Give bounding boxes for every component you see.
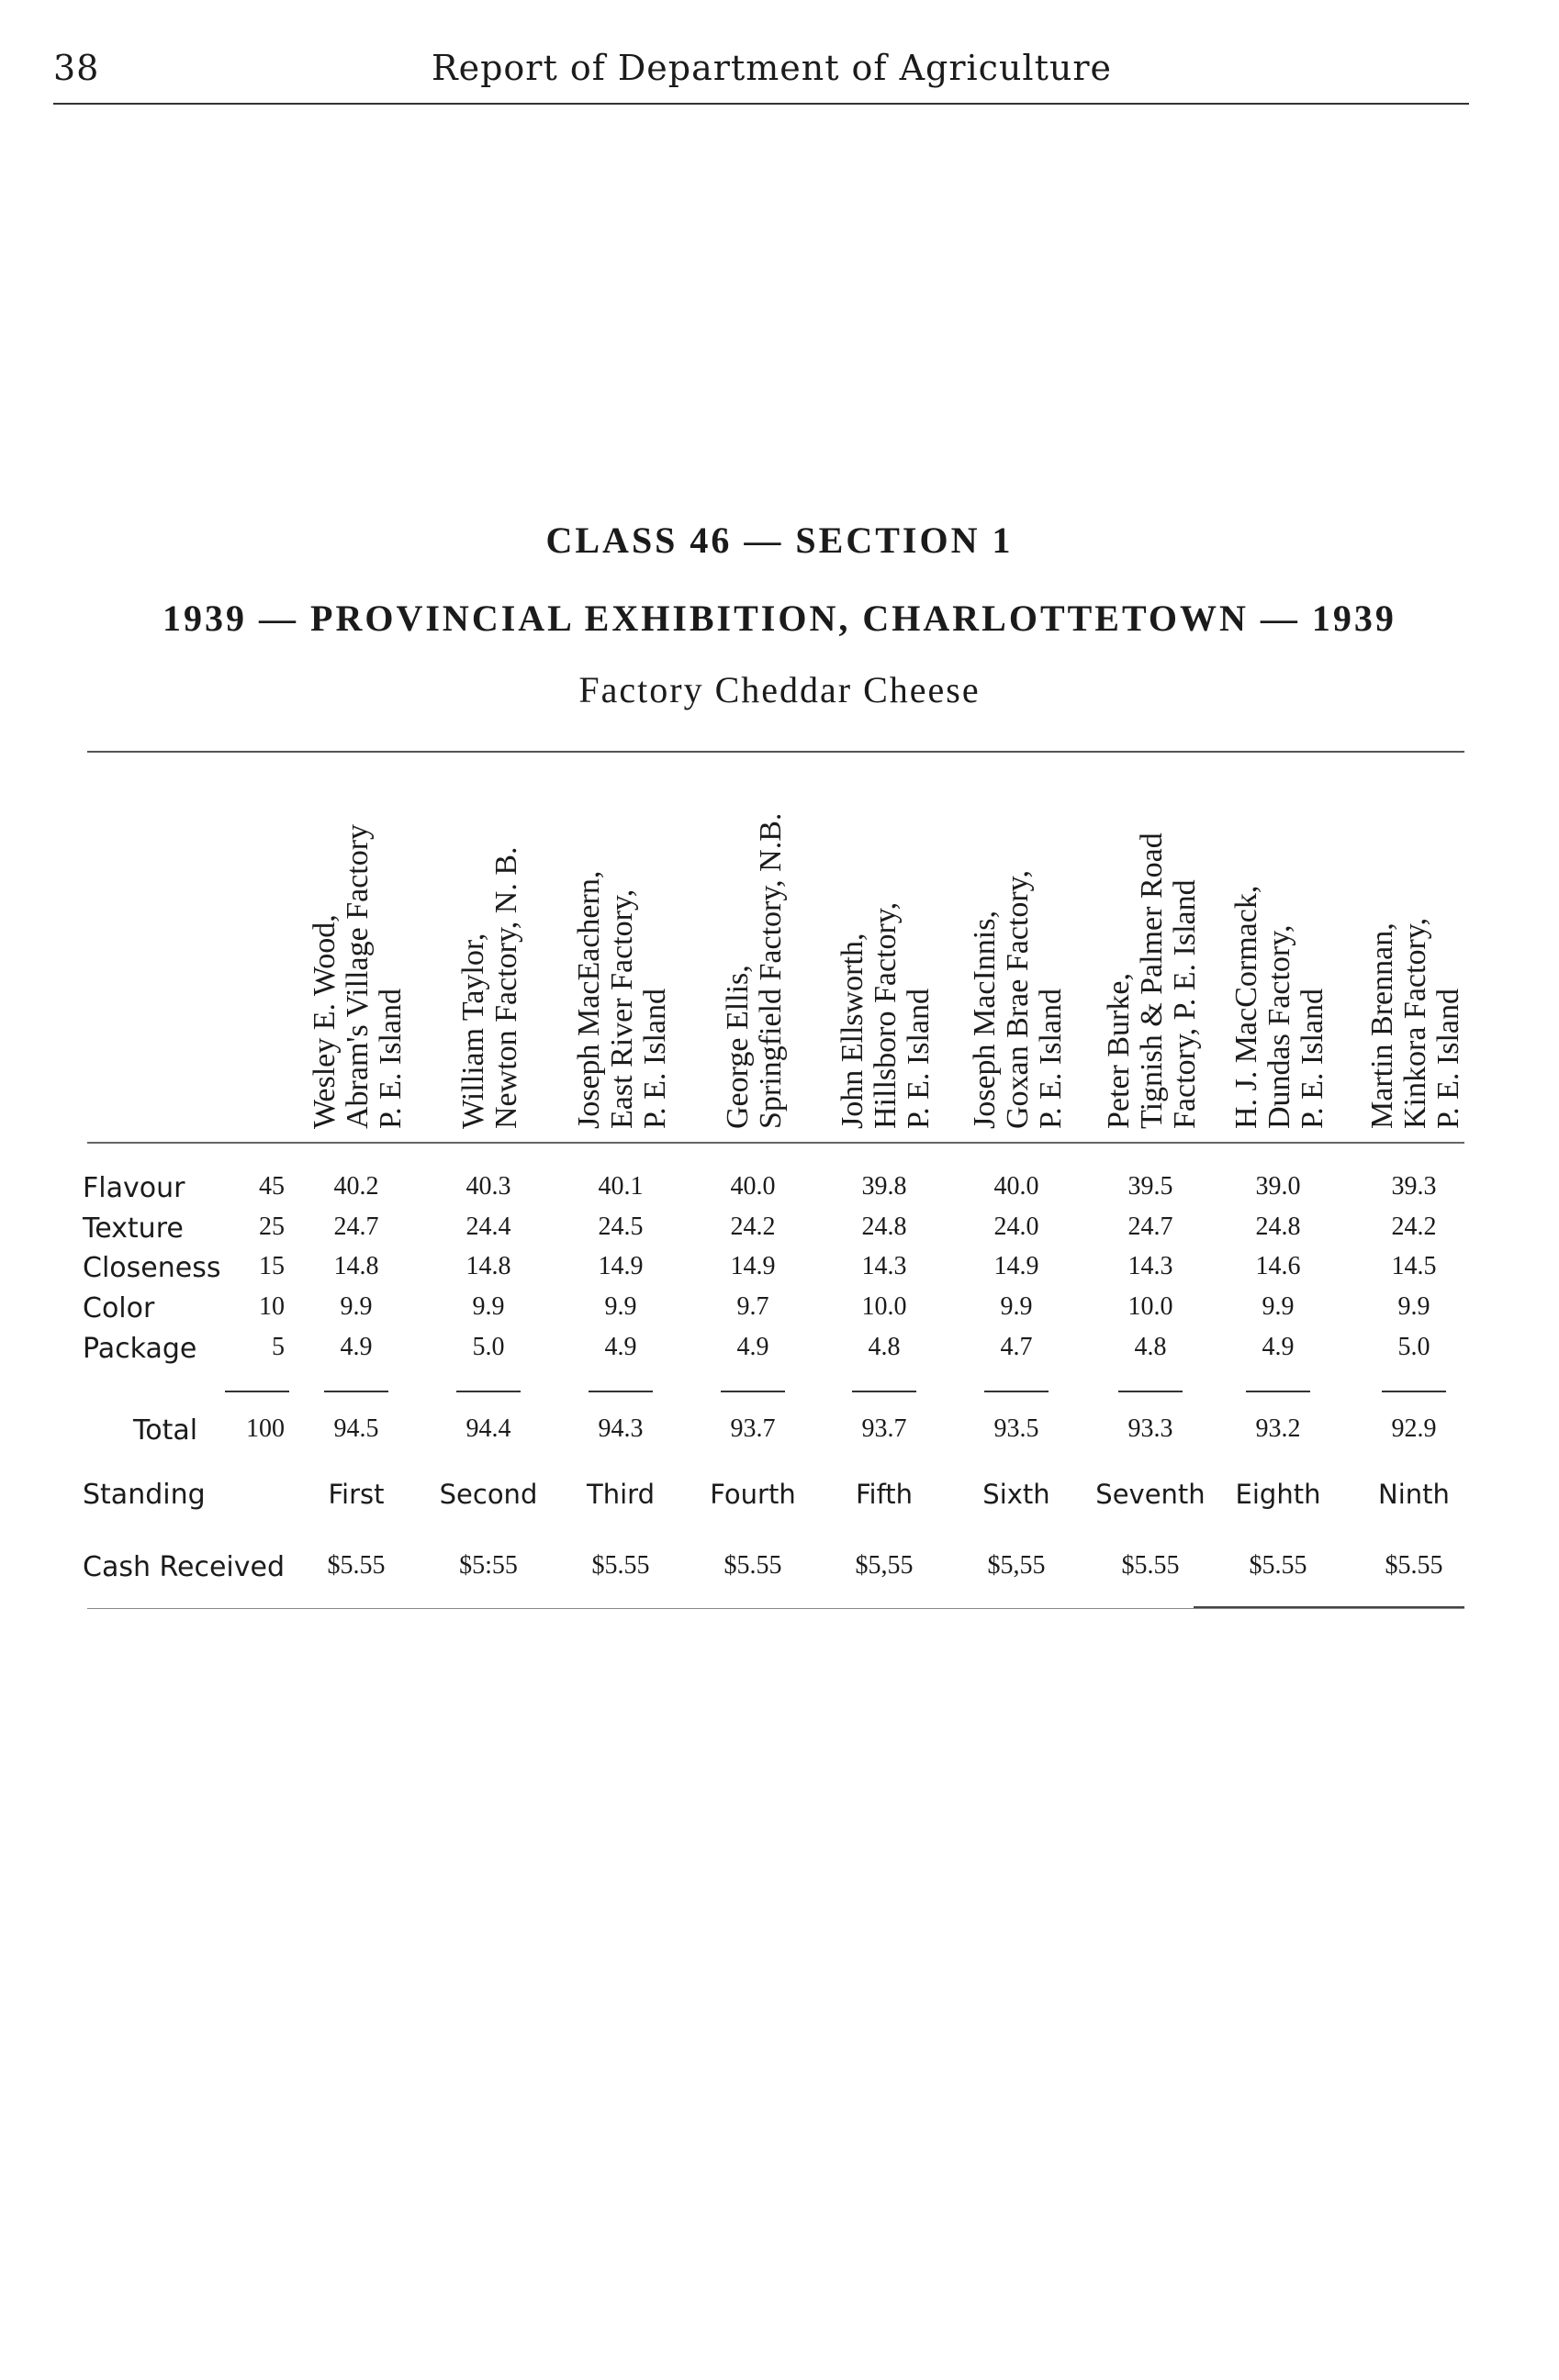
total-cell: 92.9 bbox=[1391, 1414, 1437, 1443]
score-cell: 14.3 bbox=[861, 1252, 907, 1280]
standing-cell: Ninth bbox=[1378, 1479, 1450, 1510]
score-cell: 4.7 bbox=[1000, 1333, 1033, 1361]
score-cell: 24.2 bbox=[730, 1212, 776, 1241]
standing-label: Standing bbox=[83, 1479, 206, 1511]
exhibitor-header-line: George Ellis, bbox=[721, 965, 755, 1129]
score-cell: 4.9 bbox=[736, 1333, 769, 1361]
table-header-rule bbox=[87, 1142, 1464, 1144]
score-cell: 24.0 bbox=[993, 1212, 1039, 1241]
standing-cell: Seventh bbox=[1095, 1479, 1206, 1510]
score-cell: 14.9 bbox=[598, 1252, 644, 1280]
exhibitor-header-line: P. E. Island bbox=[1431, 989, 1465, 1129]
cash-cell: $5.55 bbox=[327, 1551, 386, 1580]
row-label: Flavour bbox=[83, 1172, 185, 1204]
standing-cell: Sixth bbox=[982, 1479, 1050, 1510]
cash-label: Cash Received bbox=[83, 1551, 286, 1583]
cash-cell: $5.55 bbox=[1385, 1551, 1443, 1580]
exhibitor-header-line: Peter Burke, bbox=[1102, 973, 1136, 1129]
score-cell: 14.9 bbox=[993, 1252, 1039, 1280]
header-rule bbox=[53, 103, 1469, 105]
total-rule bbox=[324, 1391, 388, 1392]
total-cell: 94.3 bbox=[598, 1414, 644, 1443]
score-cell: 9.9 bbox=[472, 1292, 505, 1321]
score-cell: 4.9 bbox=[604, 1333, 637, 1361]
score-cell: 40.3 bbox=[465, 1172, 511, 1201]
cash-cell: $5:55 bbox=[459, 1551, 518, 1580]
score-cell: 5.0 bbox=[472, 1333, 505, 1361]
exhibitor-header-line: P. E. Island bbox=[1034, 989, 1068, 1129]
cash-cell: $5.55 bbox=[1249, 1551, 1307, 1580]
exhibitor-header-line: Kinkora Factory, bbox=[1398, 917, 1432, 1129]
table-bottom-rule-accent bbox=[1194, 1606, 1464, 1608]
page-number: 38 bbox=[53, 48, 100, 88]
row-label: Package bbox=[83, 1333, 197, 1365]
standing-cell: First bbox=[328, 1479, 385, 1510]
score-cell: 10.0 bbox=[1127, 1292, 1173, 1321]
exhibitor-header-line: P. E. Island bbox=[638, 989, 672, 1129]
score-cell: 14.8 bbox=[333, 1252, 379, 1280]
total-weight: 100 bbox=[246, 1414, 285, 1443]
exhibitor-header-line: P. E. Island bbox=[1295, 989, 1329, 1129]
score-cell: 9.9 bbox=[1000, 1292, 1033, 1321]
table-top-rule bbox=[87, 751, 1464, 753]
cash-cell: $5.55 bbox=[1121, 1551, 1180, 1580]
row-weight: 10 bbox=[259, 1292, 285, 1321]
standing-cell: Eighth bbox=[1235, 1479, 1321, 1510]
total-rule bbox=[225, 1391, 289, 1392]
score-cell: 4.9 bbox=[340, 1333, 373, 1361]
score-cell: 4.9 bbox=[1262, 1333, 1295, 1361]
exhibitor-header-line: Newton Factory, N. B. bbox=[489, 846, 523, 1129]
standing-cell: Third bbox=[587, 1479, 655, 1510]
exhibitor-header-line: Martin Brennan, bbox=[1365, 922, 1399, 1129]
total-cell: 93.3 bbox=[1127, 1414, 1173, 1443]
total-rule bbox=[589, 1391, 653, 1392]
score-cell: 24.4 bbox=[465, 1212, 511, 1241]
total-rule bbox=[1382, 1391, 1446, 1392]
exhibitor-header-line: Goxan Brae Factory, bbox=[1001, 870, 1035, 1129]
cash-cell: $5.55 bbox=[591, 1551, 650, 1580]
exhibitor-header-line: Springfield Factory, N.B. bbox=[754, 812, 788, 1129]
row-label: Closeness bbox=[83, 1252, 221, 1284]
exhibitor-header-line: Abram's Village Factory bbox=[341, 823, 375, 1129]
class-section-title: CLASS 46 — SECTION 1 bbox=[545, 520, 1014, 561]
score-cell: 9.9 bbox=[604, 1292, 637, 1321]
total-rule bbox=[1246, 1391, 1310, 1392]
standing-cell: Fourth bbox=[710, 1479, 796, 1510]
score-cell: 39.8 bbox=[861, 1172, 907, 1201]
total-label: Total bbox=[133, 1414, 198, 1447]
total-cell: 93.7 bbox=[730, 1414, 776, 1443]
exhibitor-header-line: P. E. Island bbox=[902, 989, 936, 1129]
score-cell: 10.0 bbox=[861, 1292, 907, 1321]
score-cell: 39.3 bbox=[1391, 1172, 1437, 1201]
score-cell: 24.2 bbox=[1391, 1212, 1437, 1241]
total-cell: 93.5 bbox=[993, 1414, 1039, 1443]
score-cell: 9.9 bbox=[1262, 1292, 1295, 1321]
score-cell: 24.8 bbox=[1255, 1212, 1301, 1241]
running-head: Report of Department of Agriculture bbox=[432, 48, 1112, 88]
total-rule bbox=[721, 1391, 785, 1392]
score-cell: 9.7 bbox=[736, 1292, 769, 1321]
total-rule bbox=[984, 1391, 1049, 1392]
score-cell: 14.5 bbox=[1391, 1252, 1437, 1280]
exhibitor-header-line: East River Factory, bbox=[605, 888, 639, 1129]
exhibitor-header-line: Wesley E. Wood, bbox=[308, 914, 342, 1129]
score-cell: 14.9 bbox=[730, 1252, 776, 1280]
score-cell: 14.8 bbox=[465, 1252, 511, 1280]
total-rule bbox=[852, 1391, 916, 1392]
exhibitor-header-line: Joseph MacEachern, bbox=[572, 870, 606, 1129]
standing-cell: Fifth bbox=[855, 1479, 914, 1510]
score-cell: 40.0 bbox=[993, 1172, 1039, 1201]
score-cell: 39.5 bbox=[1127, 1172, 1173, 1201]
exhibitor-header-line: Factory, P. E. Island bbox=[1168, 879, 1202, 1129]
row-weight: 15 bbox=[259, 1252, 285, 1280]
product-title: Factory Cheddar Cheese bbox=[578, 669, 981, 710]
total-cell: 94.4 bbox=[465, 1414, 511, 1443]
row-weight: 5 bbox=[272, 1333, 285, 1361]
cash-cell: $5,55 bbox=[987, 1551, 1046, 1580]
score-cell: 40.2 bbox=[333, 1172, 379, 1201]
exhibitor-header-line: Tignish & Palmer Road bbox=[1135, 832, 1169, 1129]
exhibitor-header-line: Dundas Factory, bbox=[1262, 924, 1296, 1129]
exhibitor-header-line: H. J. MacCormack, bbox=[1229, 885, 1263, 1129]
score-cell: 9.9 bbox=[340, 1292, 373, 1321]
score-cell: 9.9 bbox=[1397, 1292, 1430, 1321]
total-rule bbox=[456, 1391, 521, 1392]
score-cell: 14.6 bbox=[1255, 1252, 1301, 1280]
total-cell: 93.2 bbox=[1255, 1414, 1301, 1443]
exhibitor-header-line: William Taylor, bbox=[456, 933, 490, 1129]
table-bottom-rule bbox=[87, 1608, 1464, 1609]
row-weight: 25 bbox=[259, 1212, 285, 1241]
total-rule bbox=[1118, 1391, 1183, 1392]
exhibitor-header-line: Joseph MacInnis, bbox=[968, 911, 1002, 1129]
cash-cell: $5,55 bbox=[855, 1551, 914, 1580]
score-cell: 24.7 bbox=[1127, 1212, 1173, 1241]
score-cell: 39.0 bbox=[1255, 1172, 1301, 1201]
standing-cell: Second bbox=[439, 1479, 538, 1510]
total-cell: 94.5 bbox=[333, 1414, 379, 1443]
row-label: Color bbox=[83, 1292, 155, 1324]
score-cell: 40.1 bbox=[598, 1172, 644, 1201]
cash-cell: $5.55 bbox=[723, 1551, 782, 1580]
exhibitor-header-line: P. E. Island bbox=[374, 989, 408, 1129]
exhibitor-header-line: Hillsboro Factory, bbox=[869, 901, 903, 1129]
score-cell: 40.0 bbox=[730, 1172, 776, 1201]
score-cell: 4.8 bbox=[868, 1333, 901, 1361]
score-cell: 5.0 bbox=[1397, 1333, 1430, 1361]
exhibition-title: 1939 — PROVINCIAL EXHIBITION, CHARLOTTETOWN — 1939 bbox=[163, 598, 1396, 639]
score-cell: 24.5 bbox=[598, 1212, 644, 1241]
score-cell: 4.8 bbox=[1134, 1333, 1167, 1361]
score-cell: 14.3 bbox=[1127, 1252, 1173, 1280]
score-cell: 24.7 bbox=[333, 1212, 379, 1241]
row-label: Texture bbox=[83, 1212, 184, 1245]
exhibitor-header-line: John Ellsworth, bbox=[836, 933, 869, 1129]
score-cell: 24.8 bbox=[861, 1212, 907, 1241]
row-weight: 45 bbox=[259, 1172, 285, 1201]
total-cell: 93.7 bbox=[861, 1414, 907, 1443]
